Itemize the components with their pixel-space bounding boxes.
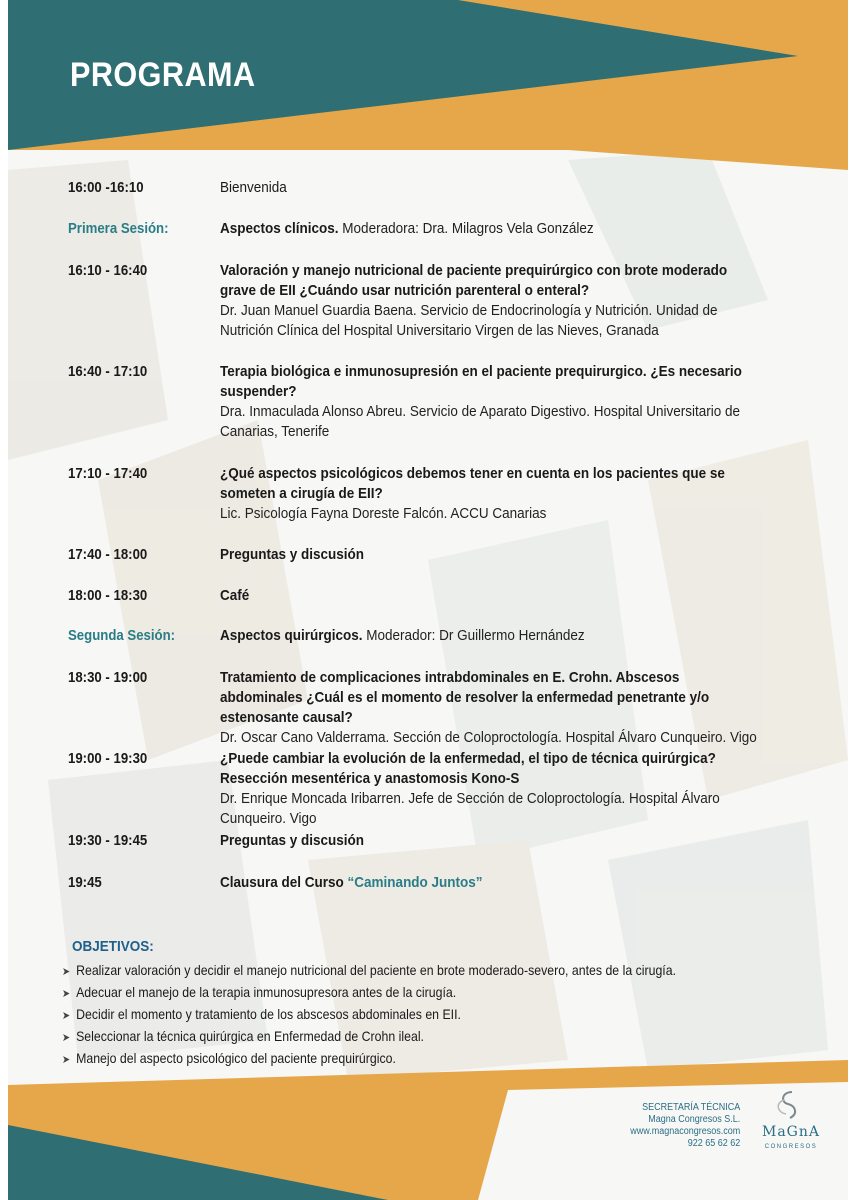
page-title: PROGRAMA <box>70 56 256 94</box>
schedule-speaker: Dr. Juan Manuel Guardia Baena. Servicio de Endocrinología y Nutrición. Unidad de Nutrición Clínica del Hospital Universitario Virgen de las Nieves, Granada <box>220 302 718 339</box>
schedule-speaker: Dr. Oscar Cano Valderrama. Sección de Coloproctología. Hospital Álvaro Cunqueiro. Vigo <box>220 729 757 746</box>
secretaria-label: SECRETARÍA TÉCNICA <box>641 1102 740 1113</box>
objectives-heading: OBJETIVOS: <box>72 938 154 955</box>
schedule-time: 17:40 - 18:00 <box>68 546 148 563</box>
session-moderator: Moderadora: Dra. Milagros Vela González <box>342 220 594 237</box>
objectives-list <box>62 960 784 1070</box>
schedule-title: ¿Qué aspectos psicológicos debemos tener en cuenta en los pacientes que se someten a cirugía de EII? <box>220 465 725 502</box>
secretaria-block <box>630 1102 740 1150</box>
list-item: ➤ Manejo del aspecto psicológico del paciente prequirúrgico. <box>62 1048 784 1070</box>
secretaria-web[interactable]: www.magnacongresos.com <box>629 1126 740 1137</box>
schedule-time: 17:10 - 17:40 <box>68 465 148 482</box>
schedule-time: 19:45 <box>68 874 102 891</box>
program-page <box>8 0 848 1200</box>
session-title: Aspectos quirúrgicos. <box>220 627 363 644</box>
arrow-bullet-icon: ➤ <box>62 1032 71 1044</box>
schedule-title: Valoración y manejo nutricional de paciente prequirúrgico con brote moderado grave de EII ¿Cuándo usar nutrición parenteral o enteral? <box>220 262 728 299</box>
logo-subtitle: CONGRESOS <box>764 1144 818 1150</box>
list-item: ➤ Adecuar el manejo de la terapia inmunosupresora antes de la cirugía. <box>62 982 784 1004</box>
schedule-time: 19:00 - 19:30 <box>68 750 148 767</box>
schedule-title: Café <box>220 587 250 604</box>
session-moderator: Moderador: Dr Guillermo Hernández <box>366 627 585 644</box>
schedule-title: Tratamiento de complicaciones intrabdominales en E. Crohn. Abscesos abdominales ¿Cuál es el momento de resolver la enfermedad penetrante y/o estenosante causal? <box>220 669 710 726</box>
schedule-title: Bienvenida <box>220 179 287 196</box>
list-item: ➤ Seleccionar la técnica quirúrgica en Enfermedad de Crohn ileal. <box>62 1026 784 1048</box>
logo-swirl-icon <box>756 1088 826 1154</box>
schedule-title: ¿Puede cambiar la evolución de la enfermedad, el tipo de técnica quirúrgica? Resección mesentérica y anastomosis Kono-S <box>220 750 716 787</box>
schedule-time: 18:30 - 19:00 <box>68 669 148 686</box>
magna-logo <box>756 1088 826 1154</box>
schedule-time: 16:00 -16:10 <box>68 179 144 196</box>
arrow-bullet-icon: ➤ <box>62 1010 71 1022</box>
schedule-speaker: Dra. Inmaculada Alonso Abreu. Servicio de Aparato Digestivo. Hospital Universitario de Canarias, Tenerife <box>220 403 741 440</box>
schedule-time: 16:10 - 16:40 <box>68 262 148 279</box>
arrow-bullet-icon: ➤ <box>62 1054 71 1066</box>
schedule-time: 16:40 - 17:10 <box>68 363 148 380</box>
arrow-bullet-icon: ➤ <box>62 988 71 1000</box>
schedule-time: 19:30 - 19:45 <box>68 832 148 849</box>
arrow-bullet-icon: ➤ <box>62 966 71 978</box>
secretaria-phone: 922 65 62 62 <box>687 1138 740 1149</box>
session-label: Primera Sesión: <box>68 220 169 237</box>
schedule-speaker: Lic. Psicología Fayna Doreste Falcón. ACCU Canarias <box>220 505 547 522</box>
schedule-title: Preguntas y discusión <box>220 546 365 563</box>
schedule-title: Preguntas y discusión <box>220 832 365 849</box>
schedule-title: Terapia biológica e inmunosupresión en el paciente prequirurgico. ¿Es necesario suspender? <box>220 363 742 400</box>
session-title: Aspectos clínicos. <box>220 220 339 237</box>
session-label: Segunda Sesión: <box>68 627 176 644</box>
schedule-speaker: Dr. Enrique Moncada Iribarren. Jefe de Sección de Coloproctología. Hospital Álvaro Cunqueiro. Vigo <box>220 790 720 827</box>
list-item: ➤ Decidir el momento y tratamiento de los abscesos abdominales en EII. <box>62 1004 784 1026</box>
logo-name: MaGnA <box>762 1124 820 1140</box>
schedule-time: 18:00 - 18:30 <box>68 587 148 604</box>
schedule-title: Clausura del Curso <box>220 874 344 891</box>
list-item: ➤ Realizar valoración y decidir el manejo nutricional del paciente en brote moderado-severo, antes de la cirugía. <box>62 960 784 982</box>
secretaria-company: Magna Congresos S.L. <box>647 1114 740 1125</box>
course-name: “Caminando Juntos” <box>347 874 483 891</box>
